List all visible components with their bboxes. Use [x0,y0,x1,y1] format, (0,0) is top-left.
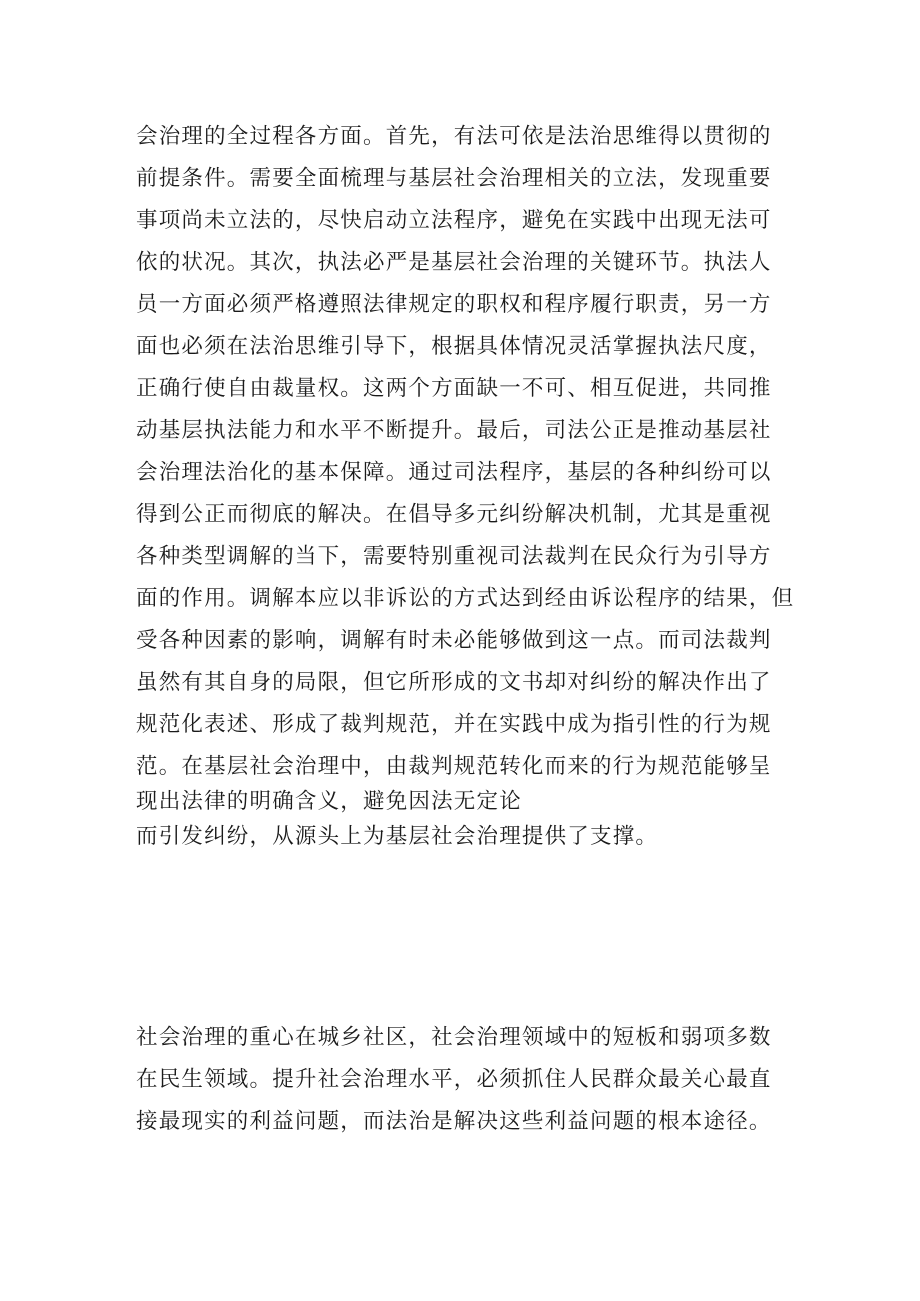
paragraph-line: 得到公正而彻底的解决。在倡导多元纠纷解决机制，尤其是重视 [136,502,772,527]
paragraph-line: 虽然有其自身的局限，但它所形成的文书却对纠纷的解决作出了 [136,670,772,695]
paragraph-line: 接最现实的利益问题，而法治是解决这些利益问题的根本途径。 [136,1109,772,1134]
paragraph-line: 动基层执法能力和水平不断提升。最后，司法公正是推动基层社 [136,418,772,443]
paragraph-line: 依的状况。其次，执法必严是基层社会治理的关键环节。执法人 [136,250,772,275]
paragraph-line: 前提条件。需要全面梳理与基层社会治理相关的立法，发现重要 [136,166,772,191]
paragraph-line: 员一方面必须严格遵照法律规定的职权和程序履行职责，另一方 [136,292,772,317]
paragraph-line: 会治理法治化的基本保障。通过司法程序，基层的各种纠纷可以 [136,460,772,485]
paragraph-line: 正确行使自由裁量权。这两个方面缺一不可、相互促进，共同推 [136,376,772,401]
paragraph-line: 范。在基层社会治理中，由裁判规范转化而来的行为规范能够呈 [136,754,772,779]
paragraph-line: 会治理的全过程各方面。首先，有法可依是法治思维得以贯彻的 [136,124,772,149]
paragraph-line: 各种类型调解的当下，需要特别重视司法裁判在民众行为引导方 [136,544,772,569]
paragraph-line: 规范化表述、形成了裁判规范，并在实践中成为指引性的行为规 [136,712,772,737]
paragraph-line: 在民生领域。提升社会治理水平，必须抓住人民群众最关心最直 [136,1067,772,1092]
paragraph-line: 面也必须在法治思维引导下，根据具体情况灵活掌握执法尺度， [136,334,772,359]
paragraph-rule-of-law [136,116,796,858]
paragraph-line: 事项尚未立法的，尽快启动立法程序，避免在实践中出现无法可 [136,208,772,233]
paragraph-line: 而引发纠纷，从源头上为基层社会治理提供了支撑。 [136,824,659,849]
paragraph-line: 受各种因素的影响，调解有时未必能够做到这一点。而司法裁判 [136,628,772,653]
paragraph-line: 面的作用。调解本应以非诉讼的方式达到经由诉讼程序的结果，但 [136,586,795,611]
paragraph-community-governance [136,1017,796,1143]
paragraph-line: 社会治理的重心在城乡社区，社会治理领域中的短板和弱项多数 [136,1025,772,1050]
paragraph-line: 现出法律的明确含义，避免因法无定论 [136,789,522,814]
